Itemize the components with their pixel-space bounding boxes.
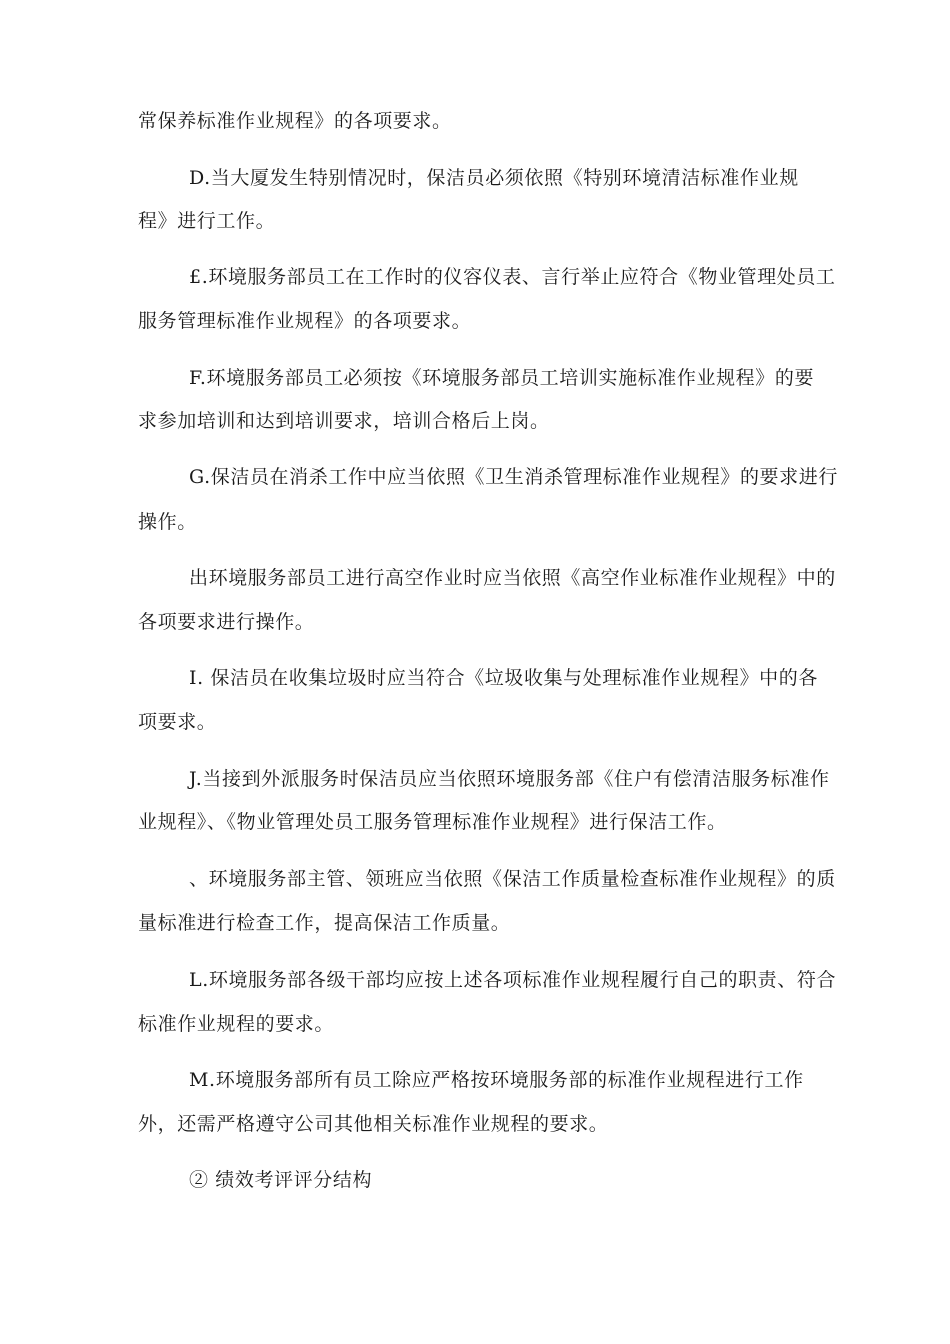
text-line: 求参加培训和达到培训要求，培训合格后上岗。 — [138, 410, 550, 432]
text-line: M.环境服务部所有员工除应严格按环境服务部的标准作业规程进行工作 — [189, 1069, 804, 1091]
text-line: F.环境服务部员工必须按《环境服务部员工培训实施标准作业规程》的要 — [189, 367, 815, 389]
text-line: 各项要求进行操作。 — [138, 611, 315, 633]
text-line: £.环境服务部员工在工作时的仪容仪表、言行举止应符合《物业管理处员工 — [189, 266, 836, 288]
section-heading: ② 绩效考评评分结构 — [189, 1169, 373, 1191]
text-line: G.保洁员在消杀工作中应当依照《卫生消杀管理标准作业规程》的要求进行 — [189, 466, 838, 488]
text-line: L.环境服务部各级干部均应按上述各项标准作业规程履行自己的职责、符合 — [189, 969, 837, 991]
text-line: 项要求。 — [138, 711, 217, 733]
text-line: 业规程》、《物业管理处员工服务管理标准作业规程》进行保洁工作。 — [138, 811, 727, 833]
text-line: J.当接到外派服务时保洁员应当依照环境服务部《住户有偿清洁服务标准作 — [189, 768, 830, 790]
text-line: 常保养标准作业规程》的各项要求。 — [138, 110, 452, 132]
text-line: D.当大厦发生特别情况时，保洁员必须依照《特别环境清洁标准作业规 — [189, 167, 799, 189]
text-line: 标准作业规程的要求。 — [138, 1013, 335, 1035]
text-line: 量标准进行检查工作，提高保洁工作质量。 — [138, 912, 511, 934]
text-line: I. 保洁员在收集垃圾时应当符合《垃圾收集与处理标准作业规程》中的各 — [189, 667, 818, 689]
text-line: 操作。 — [138, 511, 197, 533]
text-line: 、环境服务部主管、领班应当依照《保洁工作质量检查标准作业规程》的质 — [189, 868, 836, 890]
text-line: 外，还需严格遵守公司其他相关标准作业规程的要求。 — [138, 1113, 609, 1135]
text-line: 服务管理标准作业规程》的各项要求。 — [138, 310, 472, 332]
text-line: 出环境服务部员工进行高空作业时应当依照《高空作业标准作业规程》中的 — [189, 567, 836, 589]
text-line: 程》进行工作。 — [138, 210, 276, 232]
